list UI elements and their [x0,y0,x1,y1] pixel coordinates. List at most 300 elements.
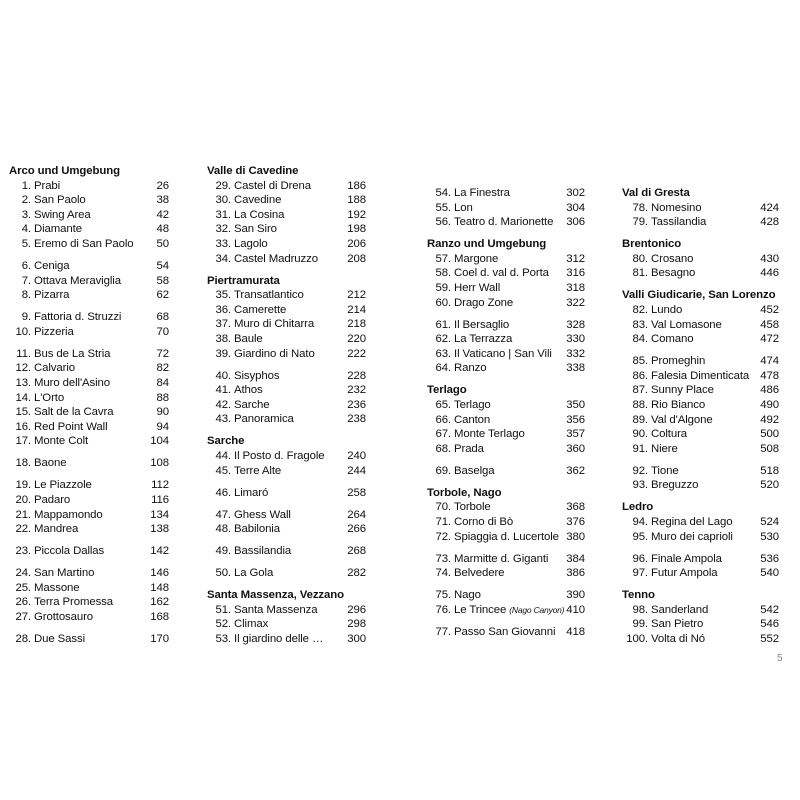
entry-number: 24. [15,567,31,580]
entry-name-text: Camerette [234,303,287,316]
entry-number: 93. [632,479,648,492]
entry-page-number: 244 [347,464,366,477]
entry-name-text: Drago Zone [454,296,514,309]
entry-page-number: 42 [156,208,169,221]
entry-page-number: 266 [347,523,366,536]
entry-number: 55. [435,201,451,214]
index-entry [427,296,585,311]
entry-page-number: 296 [347,603,366,616]
entry-number: 92. [632,464,648,477]
entry-name-text: Herr Wall [454,282,501,294]
entry-number: 99. [632,618,648,631]
entry-name-text: Il Vaticano | San Vili [454,347,552,360]
index-entry [622,464,779,479]
entry-number: 86. [632,369,648,382]
entry-name [34,259,139,274]
entry-number: 5. [21,238,31,250]
entry-page-number: 72 [156,347,169,360]
entry-name-text: Finale Ampola [651,552,722,565]
entry-number: 57. [435,252,451,265]
entry-name-text: Panoramica [234,413,294,426]
index-entry [622,603,779,618]
entry-number: 13. [15,377,31,389]
entry-name [34,222,139,237]
entry-name [651,201,749,216]
entry-name-text: Mandrea [34,523,79,536]
entry-name-text: Cavedine [234,194,282,207]
entry-number: 43. [215,413,231,426]
entry-page-number: 376 [566,516,585,528]
entry-name-text: Fattoria d. Struzzi [34,311,122,324]
entry-name [454,186,555,201]
entry-name [651,442,749,457]
entry-number: 70. [435,501,451,514]
entry-name-text: Limaró [234,486,269,499]
entry-name-text: Coltura [651,428,688,441]
entry-page-number: 148 [150,581,169,594]
entry-name [651,318,749,333]
entry-name-text: Nago [454,589,481,602]
entry-page-number: 546 [760,618,779,631]
section-heading: Val di Gresta [622,187,690,199]
entry-number: 35. [215,289,231,302]
entry-name [234,208,336,223]
entry-name [454,201,555,216]
entry-page-number: 306 [566,216,585,229]
entry-number: 48. [215,523,231,536]
entry-name-text: Bassilandia [234,545,292,558]
entry-name [234,603,336,618]
index-entry [207,464,366,479]
entry-page-number: 214 [347,303,366,316]
entry-name [234,486,336,501]
section-heading: Ranzo und Umgebung [427,238,547,251]
index-entry [207,566,366,581]
index-entry [427,215,585,230]
entry-subtitle: (Nago Canyon) [509,604,565,615]
entry-page-number: 357 [566,428,585,441]
entry-page-number: 90 [156,406,169,419]
entry-name [234,347,336,362]
index-entry [427,347,585,362]
entry-page-number: 418 [566,625,585,638]
index-entry [427,332,585,347]
entry-name [234,544,336,559]
index-entry [207,617,366,632]
entry-name-text: Salt de la Cavra [34,406,114,419]
entry-number: 7. [21,274,31,287]
entry-name [234,449,336,464]
entry-name [651,413,749,428]
entry-page-number: 206 [347,238,366,250]
entry-name-text: Teatro d. Marionette [454,216,554,229]
entry-number: 6. [21,260,31,272]
entry-page-number: 38 [156,194,169,207]
entry-name [454,347,555,362]
entry-name-text: Terlago [454,399,491,411]
index-entry [207,179,366,194]
entry-number: 29. [215,179,231,192]
entry-number: 16. [15,420,31,433]
entry-page-number: 168 [150,611,169,623]
entry-name [454,603,565,618]
entry-name [234,383,336,398]
entry-number: 66. [435,413,451,426]
index-entry [207,193,366,208]
entry-name [651,383,749,398]
entry-page-number: 540 [760,567,779,580]
entry-number: 79. [632,216,648,229]
index-entry [622,632,779,647]
entry-name [234,179,336,194]
entry-name [651,530,749,545]
entry-number: 22. [15,523,31,536]
entry-number: 91. [632,442,648,455]
entry-number: 82. [632,304,648,316]
entry-number: 23. [15,545,31,558]
entry-name-text: Baule [234,333,263,345]
entry-name [651,427,749,442]
entry-number: 69. [435,464,451,477]
entry-name-text: Terre Alte [234,464,282,477]
index-entry [622,530,779,545]
index-entry [9,347,169,362]
entry-name [454,442,555,457]
entry-page-number: 198 [347,223,366,236]
index-entry [622,383,779,398]
entry-number: 96. [632,552,648,565]
entry-page-number: 428 [760,216,779,229]
entry-name-text: San Pietro [651,618,704,631]
entry-name-text: Il Posto d. Fragole [234,450,325,462]
entry-number: 45. [215,464,231,477]
index-entry [9,237,169,252]
entry-name [454,566,555,581]
entry-page-number: 54 [156,260,169,272]
index-entry [207,347,366,362]
entry-number: 32. [215,223,231,236]
entry-page-number: 94 [156,420,169,433]
index-entry [622,552,779,567]
index-entry [622,515,779,530]
entry-name-text: Torbole [454,501,491,514]
index-entry [9,325,169,340]
index-entry [427,566,585,581]
entry-name [34,434,139,449]
entry-number: 80. [632,252,648,265]
entry-name [454,427,555,442]
entry-number: 46. [215,486,231,499]
entry-page-number: 362 [566,464,585,477]
entry-page-number: 524 [760,516,779,528]
entry-name [234,193,336,208]
entry-name [34,361,139,376]
index-entry [622,398,779,413]
entry-page-number: 84 [156,377,169,389]
entry-name [651,478,749,493]
entry-name-text: Lon [454,201,473,214]
entry-name [34,237,139,252]
index-entry [9,208,169,223]
index-entry [427,588,585,603]
entry-number: 3. [21,208,31,221]
entry-name [234,369,336,384]
entry-name-text: Baselga [454,464,495,477]
entry-name-text: Corno di Bò [454,516,514,528]
index-entry [427,515,585,530]
entry-name-text: San Martino [34,567,95,580]
entry-number: 26. [15,596,31,609]
entry-number: 42. [215,398,231,411]
entry-number: 53. [215,633,231,645]
section-heading: Terlago [427,384,467,397]
entry-number: 28. [15,633,31,645]
entry-name-text: Prabi [34,179,61,192]
index-entry [427,252,585,267]
entry-page-number: 62 [156,289,169,302]
entry-name [34,544,139,559]
entry-name [34,493,139,508]
section-heading: Valle di Cavedine [207,165,299,177]
entry-name [234,508,336,523]
entry-number: 50. [215,567,231,580]
entry-page-number: 452 [760,304,779,316]
entry-page-number: 48 [156,223,169,236]
entry-page-number: 316 [566,267,585,280]
entry-page-number: 350 [566,399,585,411]
entry-name [651,632,749,647]
index-entry [622,478,779,493]
entry-name [234,522,336,537]
entry-page-number: 212 [347,289,366,302]
entry-name [234,412,336,427]
entry-name [234,332,336,347]
index-entry [207,544,366,559]
index-entry [9,632,169,647]
entry-number: 64. [435,362,451,375]
section-heading: Torbole, Nago [427,486,502,499]
entry-name [454,398,555,413]
entry-name [651,252,749,267]
entry-number: 47. [215,508,231,521]
entry-name [454,332,555,347]
index-entry [9,493,169,508]
page-number: 5 [777,653,783,664]
entry-page-number: 486 [760,384,779,397]
entry-page-number: 472 [760,333,779,346]
entry-page-number: 82 [156,362,169,375]
entry-name-text: Climax [234,618,269,631]
entry-name-text: Canton [454,413,491,426]
entry-page-number: 552 [760,633,779,645]
entry-page-number: 330 [566,333,585,346]
entry-page-number: 312 [566,252,585,265]
entry-number: 81. [632,267,648,280]
index-entry [622,354,779,369]
entry-name-text: Santa Massenza [234,603,318,616]
entry-page-number: 228 [347,369,366,382]
entry-number: 20. [15,494,31,506]
entry-number: 83. [632,318,648,331]
entry-name [234,617,336,632]
entry-number: 30. [215,194,231,207]
entry-name [454,296,555,311]
index-entry [207,486,366,501]
entry-name-text: Futur Ampola [651,567,718,580]
entry-name-text: Lundo [651,304,683,316]
entry-name [651,332,749,347]
entry-page-number: 474 [760,355,779,368]
entry-number: 56. [435,216,451,229]
entry-name-text: Massone [34,581,80,594]
entry-name-text: Monte Terlago [454,428,525,441]
entry-name-text: Castel di Drena [234,179,312,192]
index-entry [207,632,366,647]
entry-name-text: Swing Area [34,208,91,221]
entry-name [454,413,555,428]
entry-number: 74. [435,567,451,580]
entry-number: 76. [435,603,451,616]
entry-name [34,274,139,289]
entry-number: 41. [215,384,231,397]
entry-name [34,581,139,596]
entry-number: 9. [21,311,31,324]
entry-page-number: 232 [347,384,366,397]
index-entry [207,208,366,223]
entry-name-text: Muro di Chitarra [234,318,315,331]
index-entry [9,405,169,420]
entry-name-text: Lagolo [234,238,268,250]
entry-name-text: Baone [34,457,67,470]
index-entry [427,413,585,428]
entry-name [651,303,749,318]
index-entry [9,522,169,537]
entry-page-number: 508 [760,442,779,455]
index-entry [207,222,366,237]
entry-name-text: Eremo di San Paolo [34,238,134,250]
entry-name [34,376,139,391]
entry-name [34,288,139,303]
entry-page-number: 268 [347,545,366,558]
entry-name-text: Tione [651,464,679,477]
entry-page-number: 430 [760,252,779,265]
entry-number: 25. [15,581,31,594]
index-entry [207,412,366,427]
entry-page-number: 368 [566,501,585,514]
index-entry [427,552,585,567]
index-entry [9,595,169,610]
index-entry [9,259,169,274]
index-entry [427,361,585,376]
entry-name-text: Coel d. val d. Porta [454,267,549,280]
section-heading: Ledro [622,501,654,514]
entry-number: 54. [435,187,451,199]
entry-number: 68. [435,442,451,455]
entry-page-number: 240 [347,450,366,462]
entry-name [234,464,336,479]
index-entry [207,332,366,347]
entry-name-text: L'Orto [34,391,65,404]
index-entry [427,500,585,515]
entry-name-text: Sunny Place [651,384,714,397]
entry-number: 95. [632,530,648,543]
entry-number: 27. [15,611,31,623]
entry-page-number: 68 [156,311,169,324]
entry-name-text: Rio Bianco [651,399,706,411]
entry-name-text: Prada [454,442,484,455]
index-entry [9,391,169,406]
index-entry [622,413,779,428]
entry-name [34,508,139,523]
entry-page-number: 138 [150,523,169,536]
entry-name [651,266,749,281]
entry-number: 44. [215,450,231,462]
entry-page-number: 520 [760,479,779,492]
entry-name-text: Crosano [651,252,694,265]
entry-name [454,464,555,479]
entry-name [234,237,336,252]
index-entry [622,201,779,216]
entry-name-text: Ghess Wall [234,508,291,521]
entry-page-number: 410 [566,603,585,616]
entry-page-number: 258 [347,486,366,499]
entry-page-number: 490 [760,399,779,411]
entry-name-text: San Siro [234,223,277,236]
index-entry [207,252,366,267]
index-entry [207,449,366,464]
entry-name-text: Due Sassi [34,633,86,645]
entry-number: 90. [632,428,648,441]
entry-page-number: 458 [760,318,779,331]
index-entry [9,420,169,435]
entry-number: 31. [215,208,231,221]
entry-name-text: Margone [454,252,499,265]
index-entry [9,310,169,325]
entry-name-text: Terra Promessa [34,596,113,609]
index-entry [207,383,366,398]
entry-number: 49. [215,545,231,558]
entry-page-number: 530 [760,530,779,543]
entry-page-number: 542 [760,603,779,616]
entry-name [234,632,336,647]
entry-page-number: 222 [347,347,366,360]
entry-name [651,354,749,369]
entry-page-number: 328 [566,318,585,331]
entry-name-text: Passo San Giovanni [454,625,556,638]
entry-page-number: 238 [347,413,366,426]
entry-name-text: Le Piazzole [34,479,92,492]
entry-name [34,566,139,581]
entry-name [34,522,139,537]
entry-number: 71. [435,516,451,528]
entry-name-text: Castel Madruzzo [234,252,318,265]
entry-page-number: 298 [347,618,366,631]
entry-name-text: Piccola Dallas [34,545,105,558]
entry-name [34,405,139,420]
entry-name [454,281,555,296]
entry-page-number: 322 [566,296,585,309]
entry-name-text: Tassilandia [651,216,707,229]
entry-name-text: Le Trincee [454,603,507,616]
index-entry [622,332,779,347]
entry-name [454,625,555,640]
entry-name-text: Il giardino delle … [234,633,324,645]
entry-name [34,347,139,362]
index-entry [427,281,585,296]
entry-name [234,317,336,332]
entry-page-number: 390 [566,589,585,602]
entry-name-text: Monte Colt [34,435,89,448]
